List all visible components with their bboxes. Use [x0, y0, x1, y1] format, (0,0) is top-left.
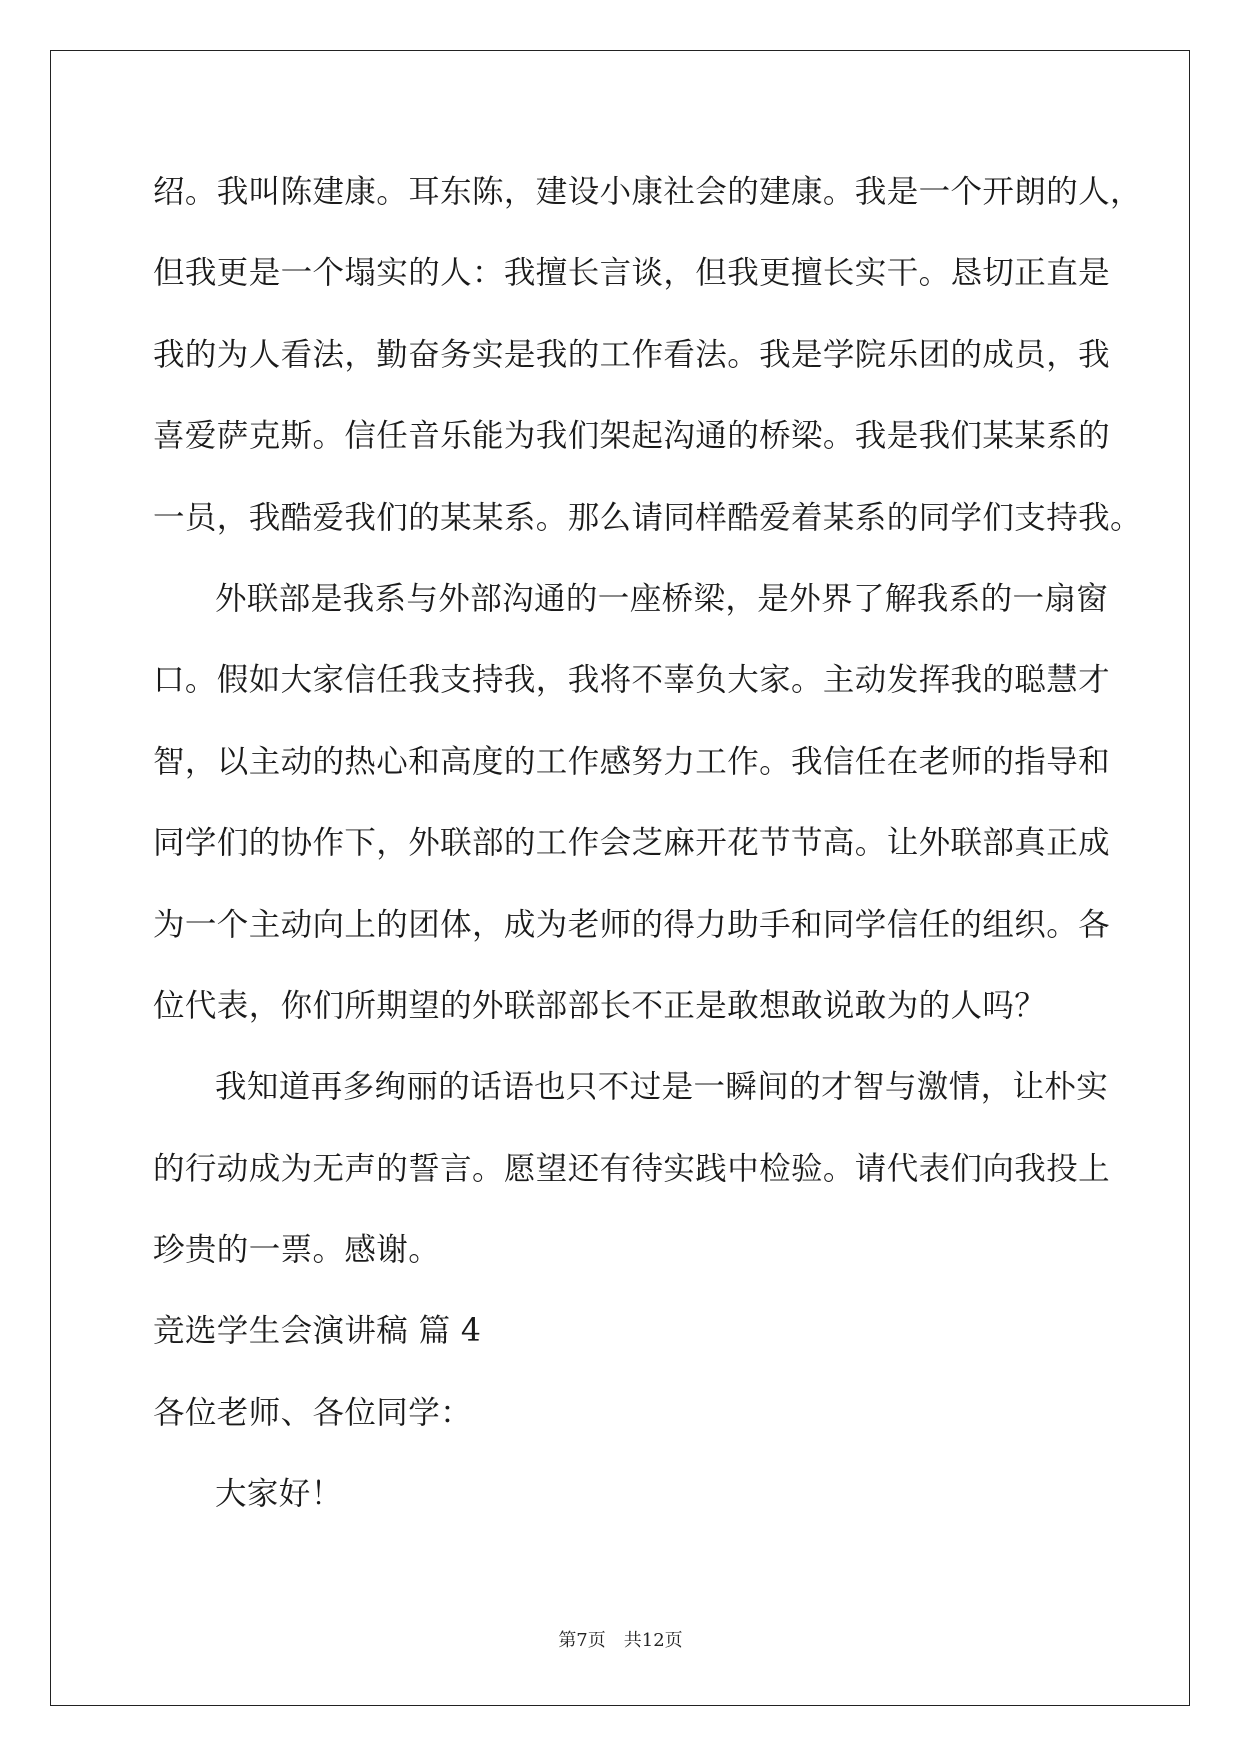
- text-line: 喜爱萨克斯。信任音乐能为我们架起沟通的桥梁。我是我们某某系的: [153, 418, 1111, 455]
- text-line: 智，以主动的热心和高度的工作感努力工作。我信任在老师的指导和: [153, 743, 1111, 780]
- text-line: 我的为人看法，勤奋务实是我的工作看法。我是学院乐团的成员，我: [153, 336, 1111, 373]
- text-line: 同学们的协作下，外联部的工作会芝麻开花节节高。让外联部真正成: [153, 825, 1111, 862]
- text-line: 的行动成为无声的誓言。愿望还有待实践中检验。请代表们向我投上: [153, 1150, 1111, 1187]
- paragraph-start-line: 外联部是我系与外部沟通的一座桥梁，是外界了解我系的一扇窗: [215, 580, 1109, 617]
- text-line: 但我更是一个塌实的人：我擅长言谈，但我更擅长实干。恳切正直是: [153, 255, 1111, 292]
- text-line: 为一个主动向上的团体，成为老师的得力助手和同学信任的组织。各: [153, 906, 1111, 943]
- greeting: 大家好！: [215, 1476, 343, 1513]
- text-line: 绍。我叫陈建康。耳东陈，建设小康社会的建康。我是一个开朗的人，: [153, 174, 1142, 210]
- text-line: 一员，我酷爱我们的某某系。那么请同样酷爱着某系的同学们支持我。: [153, 499, 1142, 536]
- text-line: 珍贵的一票。感谢。: [153, 1232, 441, 1269]
- section-heading: 竞选学生会演讲稿 篇 4: [153, 1313, 482, 1350]
- text-line: 位代表，你们所期望的外联部部长不正是敢想敢说敢为的人吗？: [153, 987, 1047, 1024]
- salutation: 各位老师、各位同学：: [153, 1394, 473, 1431]
- paragraph-start-line: 我知道再多绚丽的话语也只不过是一瞬间的才智与激情，让朴实: [215, 1069, 1109, 1106]
- page-number-footer: 第7页 共12页: [558, 1630, 683, 1651]
- text-line: 口。假如大家信任我支持我，我将不辜负大家。主动发挥我的聪慧才: [153, 662, 1111, 699]
- document-body: [153, 152, 1163, 1536]
